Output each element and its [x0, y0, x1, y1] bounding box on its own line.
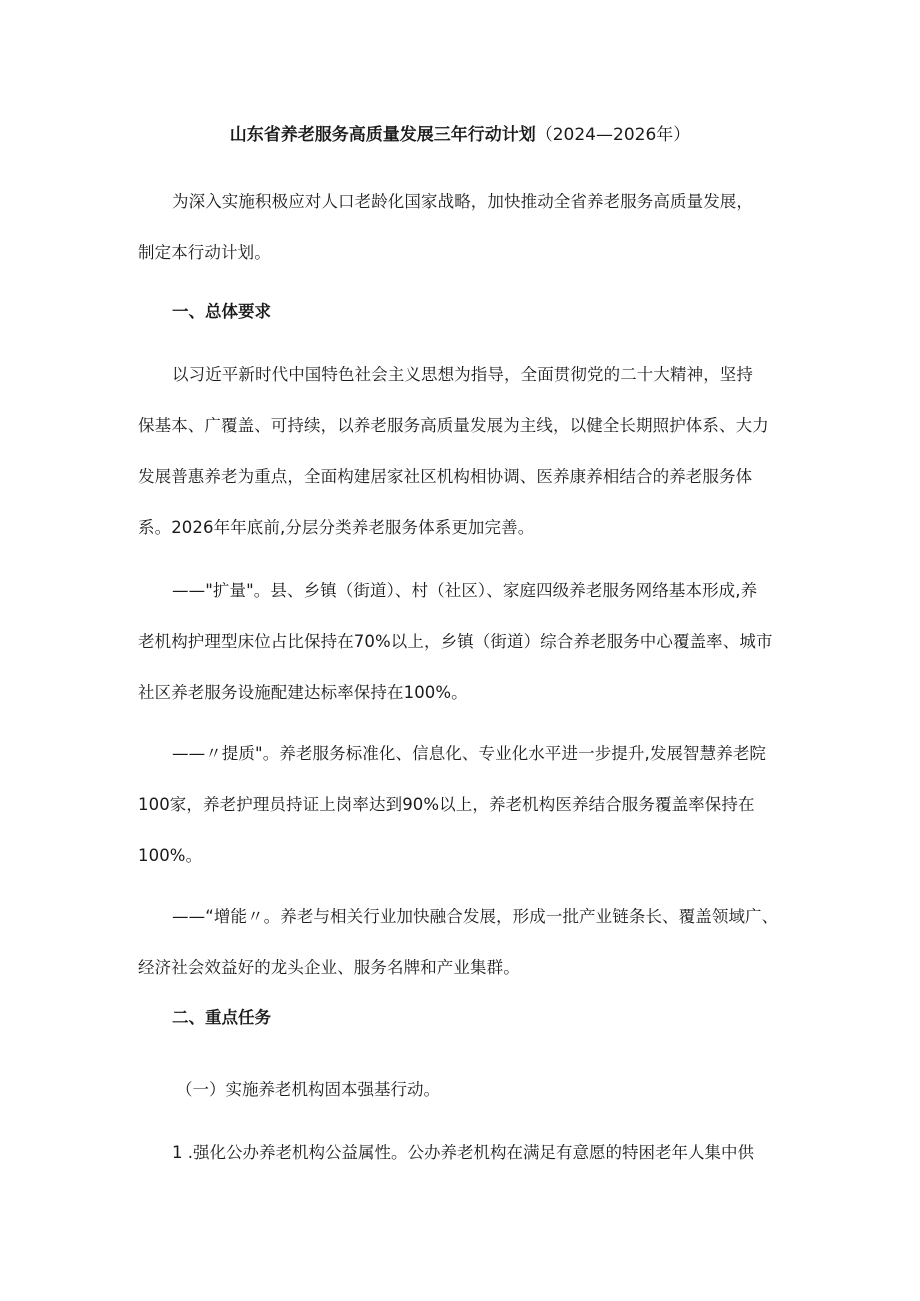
section-2-item-1: 1 .强化公办养老机构公益属性。公办养老机构在满足有意愿的特困老年人集中供	[172, 1143, 754, 1162]
section-2-subheading-1: （一）实施养老机构固本强基行动。	[176, 1080, 440, 1099]
section-2-heading: 二、重点任务	[172, 1008, 271, 1027]
para2-line-1: ——"扩量"。县、乡镇（街道）、村（社区）、家庭四级养老服务网络基本形成,养	[172, 581, 758, 600]
para3-line-3: 100%。	[138, 846, 203, 865]
para1-line-1: 以习近平新时代中国特色社会主义思想为指导，全面贯彻党的二十大精神，坚持	[172, 365, 753, 384]
section-1-paragraph-2	[138, 565, 788, 718]
document-title	[0, 122, 920, 148]
intro-paragraph	[138, 176, 788, 278]
intro-line-2: 制定本行动计划。	[138, 243, 271, 262]
para4-line-2: 经济社会效益好的龙头企业、服务名牌和产业集群。	[138, 958, 520, 977]
section-1-paragraph-3	[138, 728, 788, 881]
title-main: 山东省养老服务高质量发展三年行动计划	[229, 125, 536, 145]
section-1-paragraph-1	[138, 349, 788, 553]
title-years: （2024—2026年）	[535, 125, 691, 145]
section-1-heading: 一、总体要求	[172, 302, 271, 321]
para4-line-1: ——“增能〃。养老与相关行业加快融合发展，形成一批产业链条长、覆盖领域广、	[172, 907, 779, 926]
para1-line-3: 发展普惠养老为重点，全面构建居家社区机构相协调、医养康养相结合的养老服务体	[138, 467, 753, 486]
para2-line-3: 社区养老服务设施配建达标率保持在100%。	[138, 683, 468, 702]
section-1-paragraph-4	[138, 891, 788, 993]
para1-line-2: 保基本、广覆盖、可持续，以养老服务高质量发展为主线，以健全长期照护体系、大力	[138, 416, 769, 435]
para3-line-1: ——〃提质"。养老服务标准化、信息化、专业化水平进一步提升,发展智慧养老院	[172, 744, 767, 763]
para1-line-4: 系。2026年年底前,分层分类养老服务体系更加完善。	[138, 518, 535, 537]
para2-line-2: 老机构护理型床位占比保持在70%以上，乡镇（街道）综合养老服务中心覆盖率、城市	[138, 632, 773, 651]
para3-line-2: 100家，养老护理员持证上岗率达到90%以上，养老机构医养结合服务覆盖率保持在	[138, 795, 755, 814]
intro-line-1: 为深入实施积极应对人口老龄化国家战略，加快推动全省养老服务高质量发展，	[172, 192, 753, 211]
